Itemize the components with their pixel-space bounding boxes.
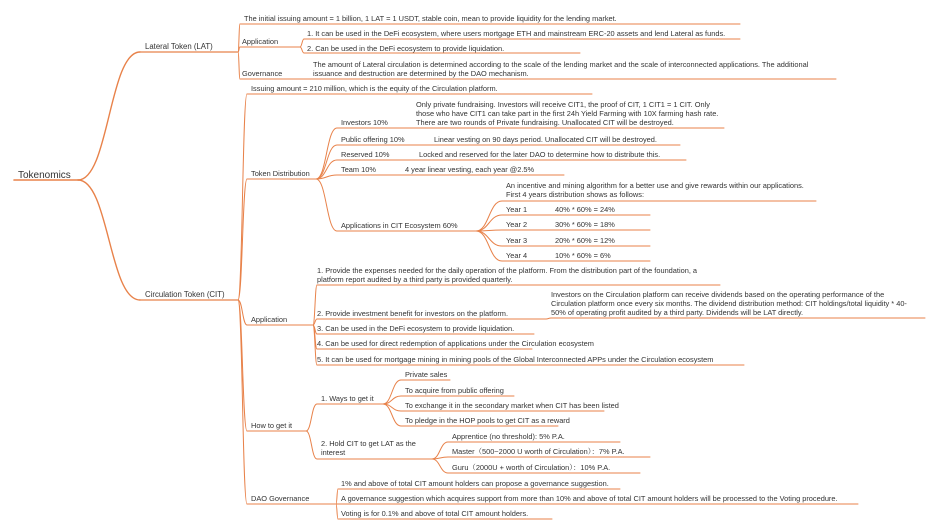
connector-58 — [306, 404, 317, 431]
investors-label: Investors 10% — [341, 118, 388, 127]
investors-text: Only private fundraising. Investors will receive CIT1, the proof of CIT, 1 CIT1 = 1 CIT. Only those who have CIT1 can take part in the first 24h Yield Farming with 10X farming hash rate. There are two rounds of Private fundraising. Unallocated CIT will be destroyed. — [416, 100, 719, 127]
connector-40 — [476, 231, 502, 261]
dao-item-1: 1% and above of total CIT amount holders can propose a governance suggestion. — [341, 479, 609, 488]
connector-12 — [300, 47, 304, 53]
year-1-label: Year 1 — [506, 205, 528, 214]
connector-76 — [238, 300, 247, 504]
dao-item-2: A governance suggestion which acquires support from more than 10% and above of total CIT amount holders will be processed to the Voting procedure. — [341, 494, 838, 503]
cit-label: Circulation Token (CIT) — [145, 290, 225, 299]
hold-item-1: Apprentice (no threshold): 5% P.A. — [452, 432, 565, 441]
ecosystem-text: An incentive and mining algorithm for a better use and give rewards within our applications. First 4 years distribution shows as follows: — [506, 181, 804, 199]
cit-application-item-1: 1. Provide the expenses needed for the daily operation of the platform. From the distribution part of the foundation, a platform report audited by a third party is provided quarterly. — [317, 266, 698, 284]
dao-label: DAO Governance — [251, 494, 310, 503]
public-offering-text: Linear vesting on 90 days period. Unallocated CIT will be destroyed. — [434, 135, 657, 144]
cit-benefit-detail: Investors on the Circulation platform can receive dividends based on the operating performance of the Circulation platform once every six months. The dividend distribution method: CIT holdings/total liquidity * 40-50% of operating profit audited by a third party. Dividends will be LAT directly. — [551, 290, 907, 317]
connector-34 — [476, 215, 502, 231]
year-3-label: Year 3 — [506, 236, 528, 245]
connector-10 — [300, 39, 304, 47]
connector-4 — [78, 180, 140, 300]
connector-24 — [316, 145, 337, 179]
ways-item-3: To exchange it in the secondary market when CIT has been listed — [405, 401, 619, 410]
team-text: 4 year linear vesting, each year @2.5% — [405, 165, 535, 174]
ways-item-1: Private sales — [405, 370, 448, 379]
ways-item-2: To acquire from public offering — [405, 386, 504, 395]
year-3-calc: 20% * 60% = 12% — [555, 236, 615, 245]
hold-item-2: Master（500~2000 U worth of Circulation）：7% P.A. — [452, 447, 625, 456]
year-1-calc: 40% * 60% = 24% — [555, 205, 615, 214]
team-label: Team 10% — [341, 165, 376, 174]
year-2-calc: 30% * 60% = 18% — [555, 220, 615, 229]
connector-14 — [238, 52, 240, 79]
connector-17 — [238, 94, 247, 300]
cit-application-item-5: 5. It can be used for mortgage mining in mining pools of the Global Interconnected APPs under the Circulation ecosystem — [317, 355, 714, 364]
cit-issuing: Issuing amount = 210 million, which is the equity of the Circulation platform. — [251, 84, 498, 93]
cit-application-item-3: 3. Can be used in the DeFi ecosystem to provide liquidation. — [317, 324, 515, 333]
lat-issuing: The initial issuing amount = 1 billion, 1 LAT = 1 USDT, stable coin, mean to provide liquidity for the lending market. — [244, 14, 617, 23]
connector-82 — [336, 504, 338, 519]
connector-30 — [316, 179, 337, 231]
year-2-label: Year 2 — [506, 220, 528, 229]
lat-governance-text: The amount of Lateral circulation is determined according to the scale of the lending market and the scale of interconnected applications. The additional issuance and destruction are determined by the DAO mechanism. — [313, 60, 809, 78]
lat-application-item-1: 1. It can be used in the DeFi ecosystem, where users mortgage ETH and mainstream ERC-20 assets and lend Lateral as funds. — [307, 29, 726, 38]
connector-48 — [546, 318, 551, 319]
dao-item-3: Voting is for 0.1% and above of total CIT amount holders. — [341, 509, 529, 518]
ways-item-4: To pledge in the HOP pools to get CIT as a reward — [405, 416, 570, 425]
connector-2 — [78, 52, 140, 180]
root-label: Tokenomics — [18, 170, 71, 181]
connector-68 — [306, 431, 317, 459]
connector-21 — [316, 128, 337, 179]
public-offering-label: Public offering 10% — [341, 135, 405, 144]
reserved-text: Locked and reserved for the later DAO to determine how to distribute this. — [419, 150, 661, 159]
connector-38 — [476, 231, 502, 246]
ways-label: 1. Ways to get it — [321, 394, 374, 403]
connector-74 — [432, 459, 448, 473]
connector-70 — [432, 442, 448, 459]
connector-78 — [336, 489, 338, 504]
cit-application-item-2: 2. Provide investment benefit for investors on the platform. — [317, 309, 509, 318]
hold-item-3: Guru（2000U + worth of Circulation）：10% P.A. — [452, 463, 611, 472]
distribution-label: Token Distribution — [251, 169, 310, 178]
lat-governance-label: Governance — [242, 69, 283, 78]
year-4-calc: 10% * 60% = 6% — [555, 251, 611, 260]
lat-application-item-2: 2. Can be used in the DeFi ecosystem to provide liquidation. — [307, 44, 505, 53]
year-4-label: Year 4 — [506, 251, 528, 260]
how-label: How to get it — [251, 421, 293, 430]
cit-application-label: Application — [251, 315, 288, 324]
reserved-label: Reserved 10% — [341, 150, 390, 159]
ecosystem-label: Applications in CIT Ecosystem 60% — [341, 221, 458, 230]
lat-label: Lateral Token (LAT) — [145, 42, 213, 51]
cit-application-item-4: 4. Can be used for direct redemption of applications under the Circulation ecosystem — [317, 339, 594, 348]
lat-application-label: Application — [242, 37, 279, 46]
hold-label: 2. Hold CIT to get LAT as the interest — [321, 439, 416, 457]
